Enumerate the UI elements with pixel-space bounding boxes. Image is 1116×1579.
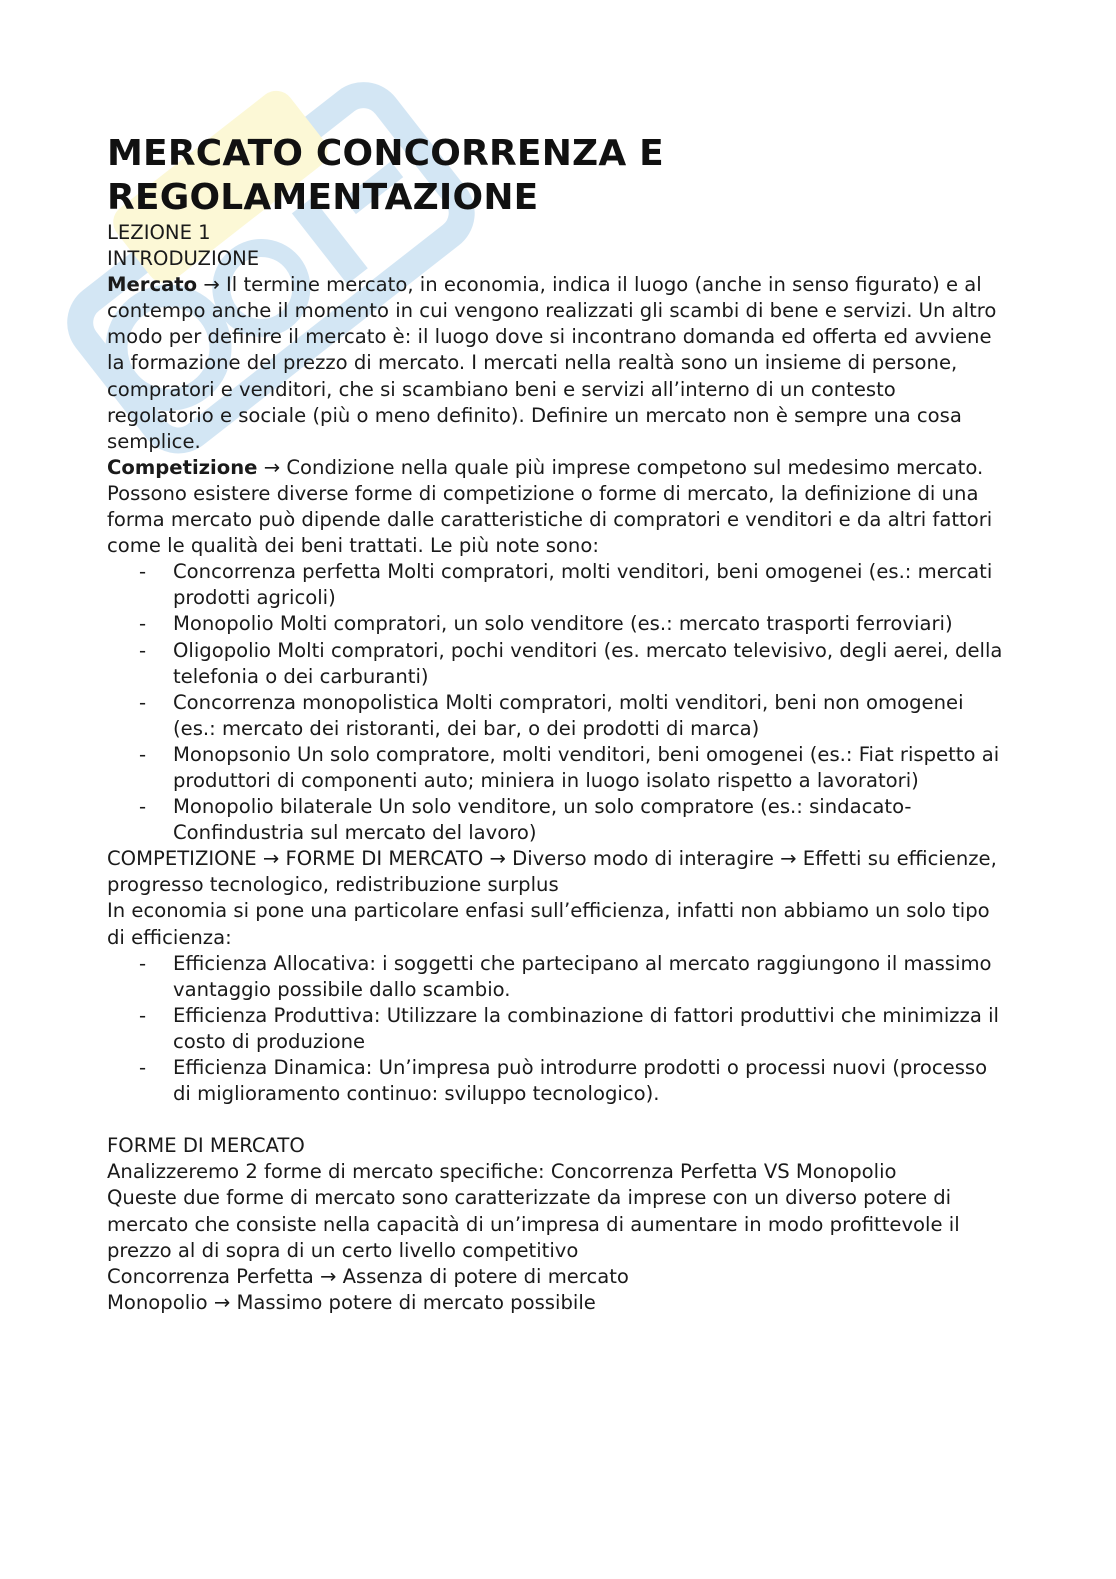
monopoly-line: Monopolio → Massimo potere di mercato possibile	[107, 1290, 596, 1314]
spacer	[107, 1107, 1007, 1133]
list-item: - Efficienza Produttiva: Utilizzare la combinazione di fattori produttivi che minimizza il costo di produzione	[173, 1003, 1007, 1055]
list-item: - Concorrenza perfetta Molti compratori, molti venditori, beni omogenei (es.: mercati prodotti agricoli)	[173, 559, 1007, 611]
list-item: - Monopsonio Un solo compratore, molti venditori, beni omogenei (es.: Fiat rispetto ai produttori di componenti auto; miniera in luogo isolato rispetto a lavoratori)	[173, 742, 1007, 794]
efficiency-list	[107, 951, 1007, 1108]
document-title: MERCATO CONCORRENZA E REGOLAMENTAZIONE	[107, 133, 664, 218]
mercato-paragraph	[107, 272, 1007, 455]
market-forms-intro: Possono esistere diverse forme di competizione o forme di mercato, la definizione di una forma mercato può dipende dalle caratteristiche di compratori e venditori e da altri fattori come le qualità dei beni trattati. Le più note sono:	[107, 481, 993, 558]
perfect-competition-line: Concorrenza Perfetta → Assenza di potere di mercato	[107, 1264, 629, 1288]
section-heading-forme-di-mercato: FORME DI MERCATO	[107, 1134, 305, 1158]
section-heading-introduzione: INTRODUZIONE	[107, 247, 260, 271]
mercato-term: Mercato	[107, 273, 198, 297]
list-item: - Concorrenza monopolistica Molti compratori, molti venditori, beni non omogenei (es.: mercato dei ristoranti, dei bar, o dei prodotti di marca)	[173, 690, 1007, 742]
section2-intro: Analizzeremo 2 forme di mercato specifiche: Concorrenza Perfetta VS Monopolio	[107, 1160, 897, 1184]
list-item: - Monopolio bilaterale Un solo venditore, un solo compratore (es.: sindacato-Confindustria sul mercato del lavoro)	[173, 794, 1007, 846]
efficiency-intro: In economia si pone una particolare enfasi sull’efficienza, infatti non abbiamo un solo tipo di efficienza:	[107, 899, 990, 949]
competizione-term: Competizione	[107, 455, 258, 479]
section2-body: Queste due forme di mercato sono caratterizzate da imprese con un diverso potere di mercato che consiste nella capacità di un’impresa di aumentare in modo profittevole il prezzo al di sopra di un certo livello competitivo	[107, 1186, 960, 1262]
competizione-paragraph	[107, 455, 1007, 481]
lesson-label: LEZIONE 1	[107, 221, 211, 244]
list-item: - Efficienza Dinamica: Un’impresa può introdurre prodotti o processi nuovi (processo di miglioramento continuo: sviluppo tecnologico).	[173, 1055, 1007, 1107]
list-item: - Monopolio Molti compratori, un solo venditore (es.: mercato trasporti ferroviari)	[173, 611, 1007, 637]
market-forms-list	[107, 559, 1007, 846]
mercato-definition: → Il termine mercato, in economia, indica il luogo (anche in senso figurato) e al contempo anche il momento in cui vengono realizzati gli scambi di bene e servizi. Un altro modo per definire il mercato è: il luogo dove si incontrano domanda ed offerta ed avviene la formazione del prezzo di mercato. I mercati nella realtà sono un insieme di persone, compratori e venditori, che si scambiano beni e servizi all’interno di un contesto regolatorio e sociale (più o meno definito). Definire un mercato non è sempre una cosa semplice.	[107, 273, 997, 453]
competizione-definition: → Condizione nella quale più imprese competono sul medesimo mercato.	[257, 455, 984, 479]
document-page	[107, 132, 1007, 1316]
list-item: - Oligopolio Molti compratori, pochi venditori (es. mercato televisivo, degli aerei, della telefonia o dei carburanti)	[173, 638, 1007, 690]
list-item: - Efficienza Allocativa: i soggetti che partecipano al mercato raggiungono il massimo vantaggio possibile dallo scambio.	[173, 951, 1007, 1003]
competition-chain-line: COMPETIZIONE → FORME DI MERCATO → Diverso modo di interagire → Effetti su efficienze, progresso tecnologico, redistribuzione surplus	[107, 847, 997, 897]
